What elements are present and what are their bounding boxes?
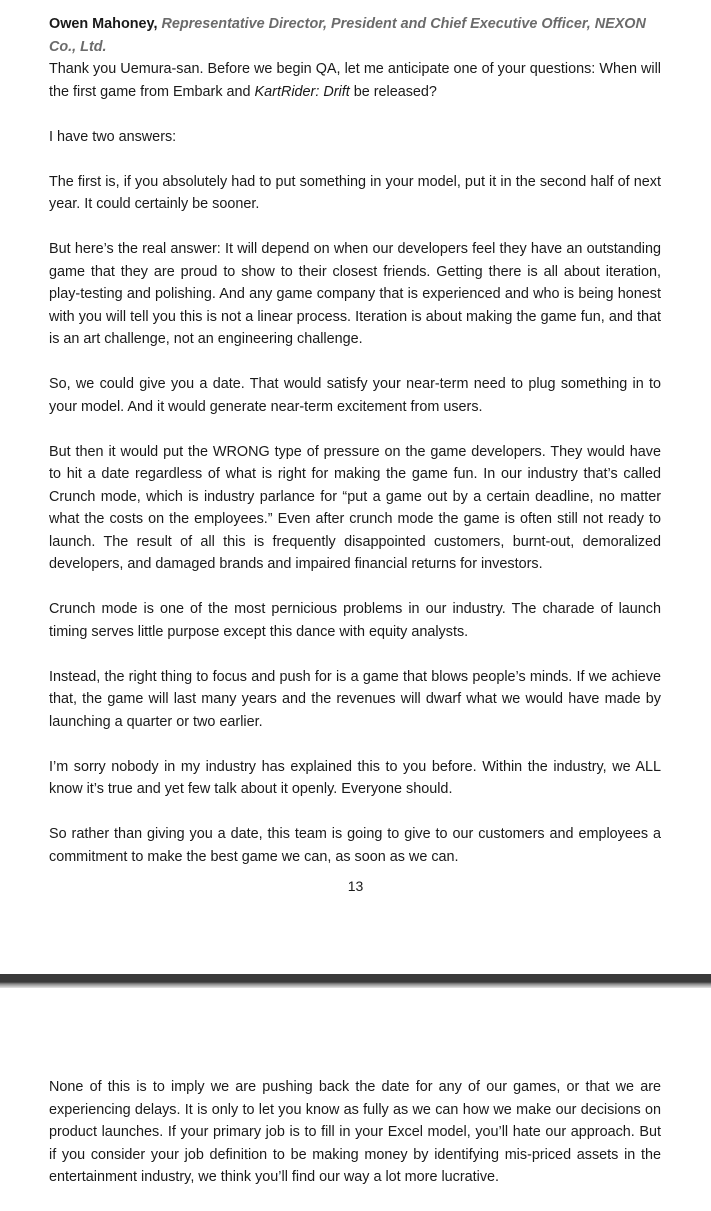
paragraph: Crunch mode is one of the most pernicious problems in our industry. The charade of launch timing serves little purpose except this dance with equity analysts.	[49, 601, 661, 640]
game-title-kartrider: KartRider: Drift	[254, 83, 350, 100]
page-text	[49, 1076, 661, 1211]
paragraph: Instead, the right thing to focus and push for is a game that blows people’s minds. If we achieve that, the game will last many years and the revenues will dwarf what we would have made by launching a quarter or two earlier.	[49, 668, 661, 730]
paragraph: The first is, if you absolutely had to put something in your model, put it in the second half of next year. It could certainly be sooner.	[49, 173, 661, 212]
page-number: 13	[347, 878, 364, 894]
paragraph: I’m sorry nobody in my industry has explained this to you before. Within the industry, we ALL know it’s true and yet few talk about it openly. Everyone should.	[49, 758, 661, 797]
page-separator	[0, 974, 711, 988]
intro-text: Thank you Uemura-san. Before we begin QA, let me anticipate one of your questions: When will the first game from Embark and	[49, 61, 661, 100]
page-text	[49, 13, 661, 891]
document-page-14	[0, 988, 711, 1200]
paragraph: But then it would put the WRONG type of pressure on the game developers. They would have to hit a date regardless of what is right for making the game fun. In our industry that’s called Crunch mode, which is industry parlance for “put a game out by a certain deadline, no matter what the costs on the employees.” Even after crunch mode the game is often still not ready to launch. The result of all this is frequently disappointed customers, burnt-out, demoralized developers, and damaged brands and impaired financial returns for investors.	[49, 443, 661, 572]
paragraph: I have two answers:	[49, 128, 177, 145]
paragraph: So rather than giving you a date, this team is going to give to our customers and employees a commitment to make the best game we can, as soon as we can.	[49, 826, 661, 865]
speaker-title: Representative Director, President and Chief Executive Officer, NEXON Co., Ltd.	[49, 16, 646, 55]
speaker-line	[49, 13, 661, 58]
intro-text-end: be released?	[349, 83, 437, 100]
intro-paragraph	[49, 58, 661, 103]
speaker-name: Owen Mahoney,	[49, 16, 158, 32]
paragraph: So, we could give you a date. That would satisfy your near-term need to plug something in to your model. And it would generate near-term excitement from users.	[49, 376, 661, 415]
paragraph: But here’s the real answer: It will depend on when our developers feel they have an outstanding game that they are proud to show to their closest friends. Getting there is all about iteration, play-testing and polishing. And any game company that is experienced and who is being honest with you will tell you this is not a linear process. Iteration is about making the game fun, and that is an art challenge, not an engineering challenge.	[49, 241, 661, 347]
paragraph: None of this is to imply we are pushing back the date for any of our games, or that we are experiencing delays. It is only to let you know as fully as we can how we make our decisions on product launches. If your primary job is to fill in your Excel model, you’ll hate our approach. But if you consider your job definition to be making money by identifying mis-priced assets in the entertainment industry, we think you’ll find our way a lot more lucrative.	[49, 1079, 661, 1185]
